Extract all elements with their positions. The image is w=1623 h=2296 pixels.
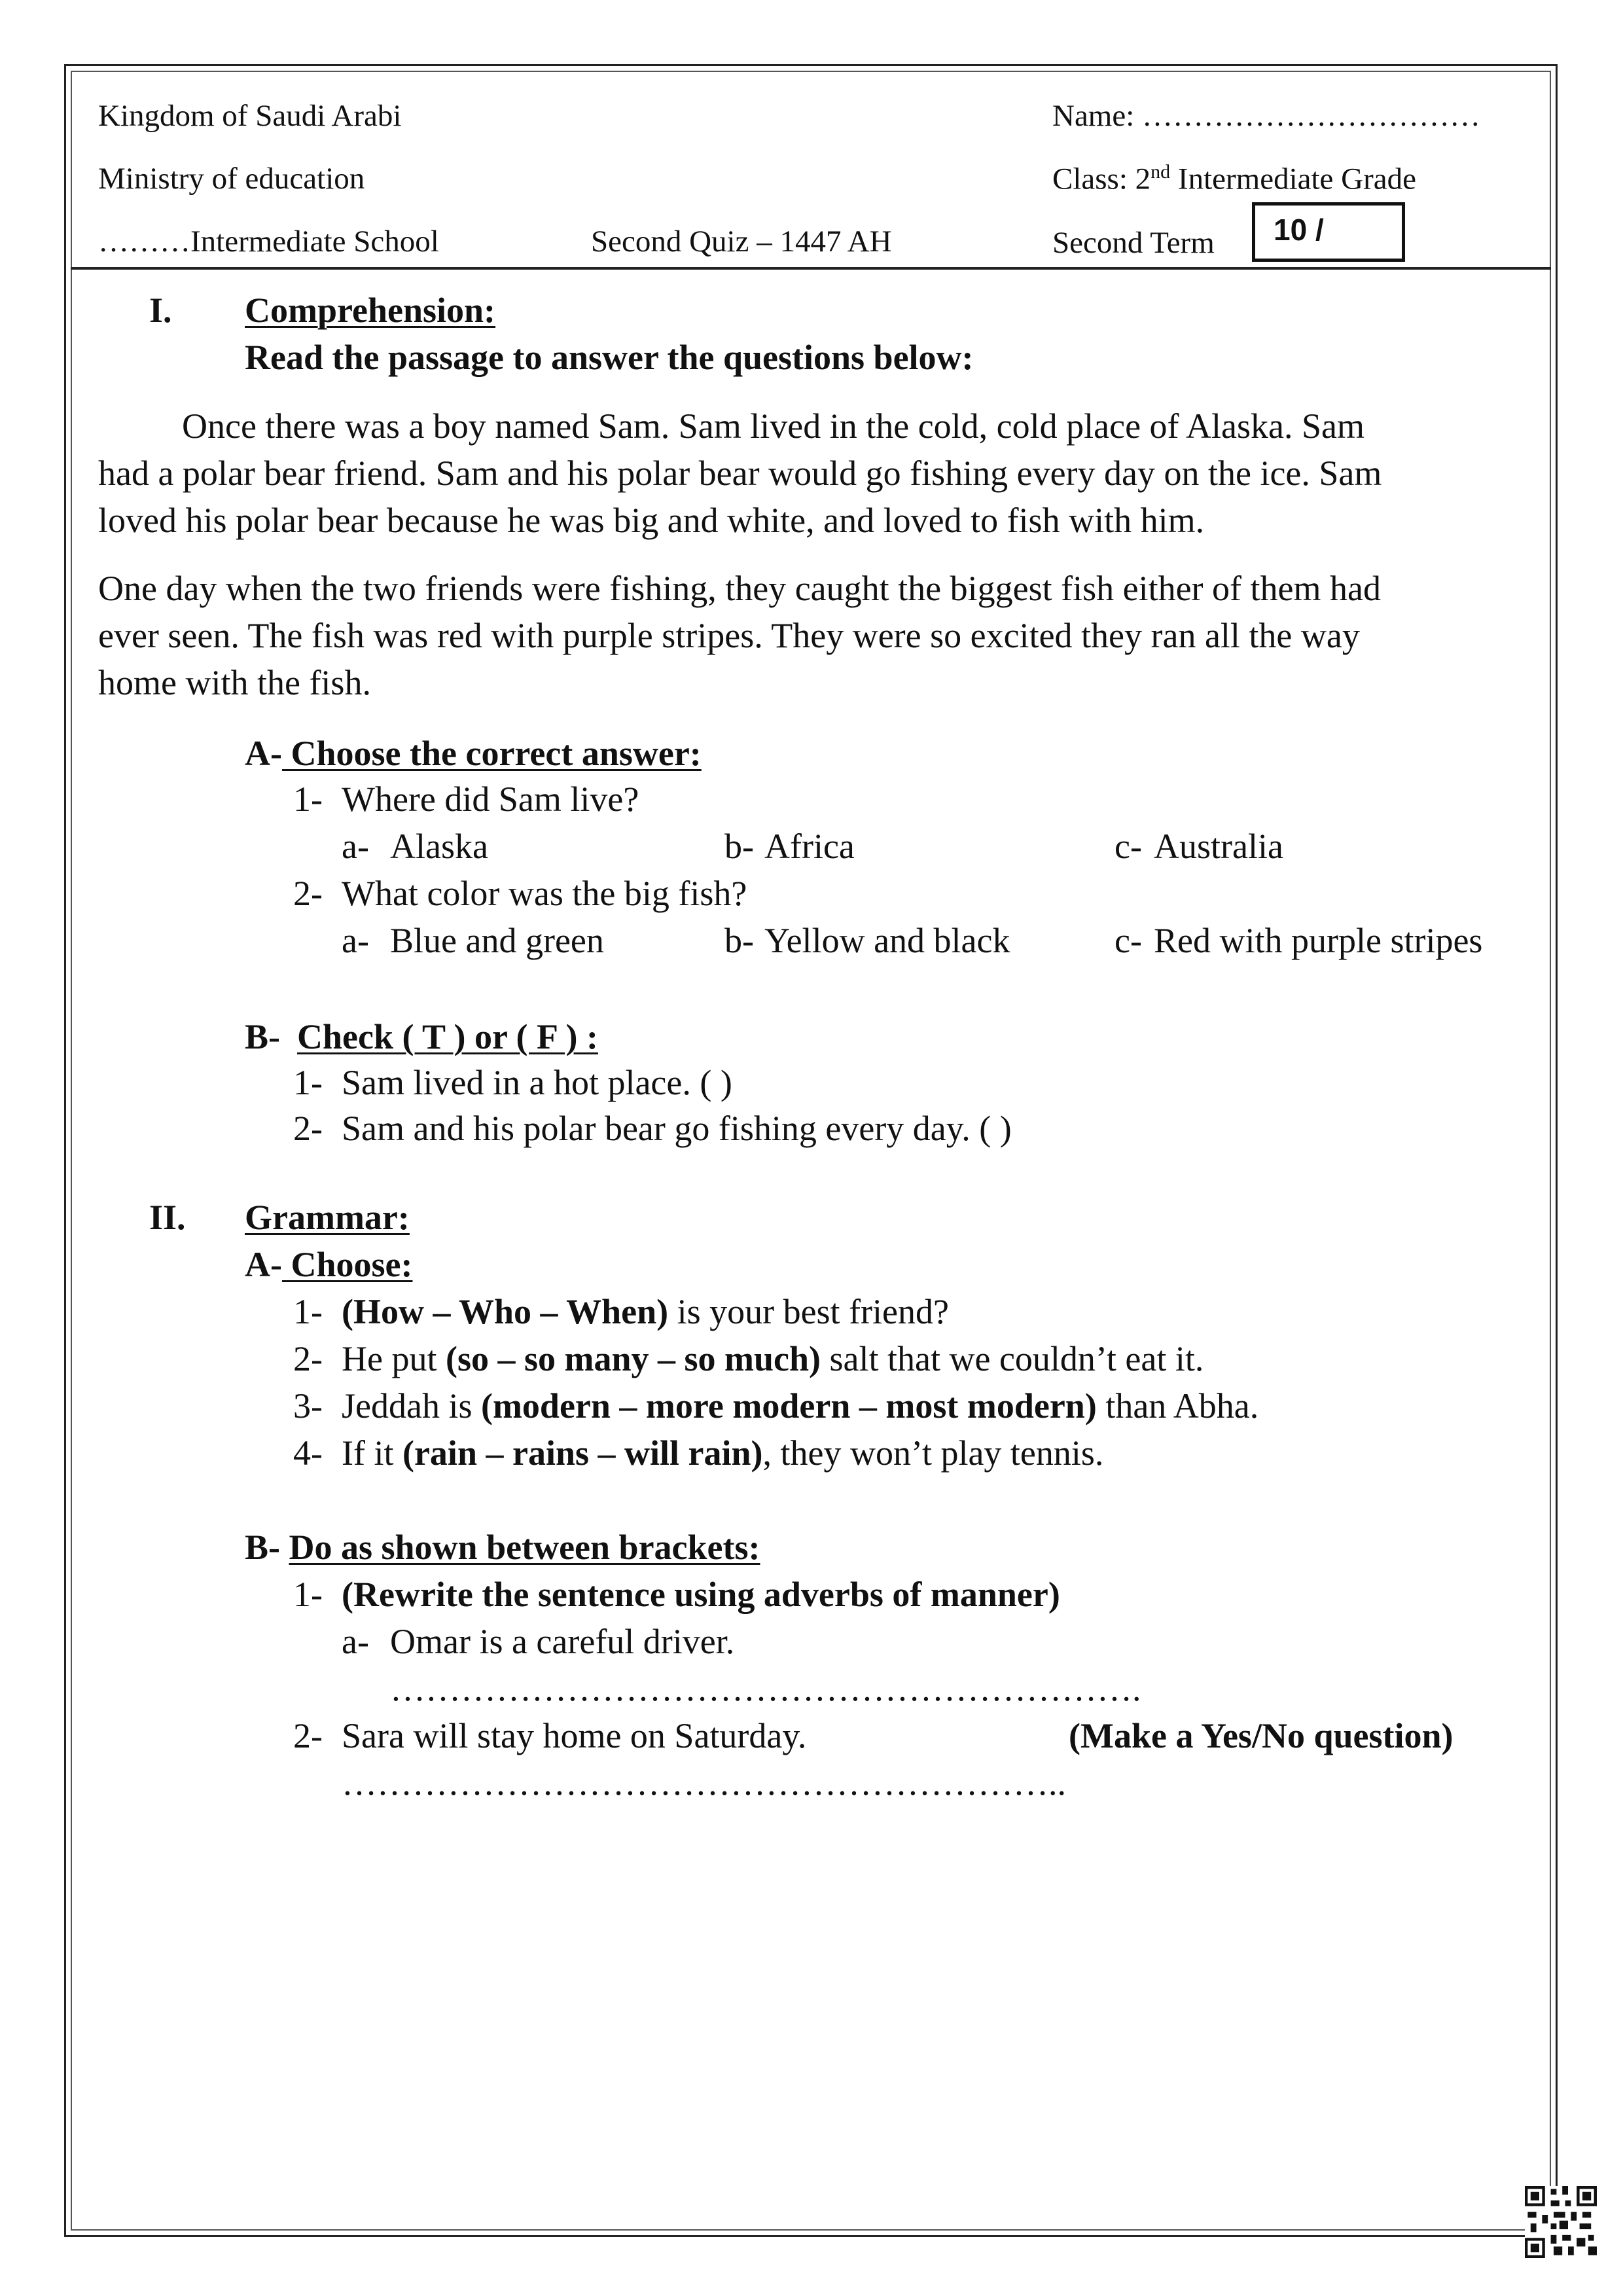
option-letter: c- — [1115, 921, 1142, 960]
header-term: Second Term — [1052, 226, 1215, 260]
option-text: Australia — [1154, 827, 1283, 866]
option-text: Blue and green — [390, 921, 604, 960]
option-letter: c- — [1115, 827, 1142, 866]
grammar-b-sub-letter: a- — [342, 1622, 369, 1661]
grammar-item-choices: (so – so many – so much) — [445, 1339, 821, 1378]
passage-line: One day when the two friends were fishing, they caught the biggest fish either of them had — [98, 569, 1381, 608]
grammar-b-sub-text: Omar is a careful driver. — [390, 1622, 735, 1661]
qr-code-icon — [1525, 2186, 1597, 2258]
section1-numeral: I. — [149, 291, 172, 330]
option-text: Africa — [764, 827, 855, 866]
grammar-item — [342, 1291, 949, 1332]
grammar-item-choices: (How – Who – When) — [342, 1292, 669, 1331]
class-superscript: nd — [1150, 161, 1171, 183]
grammar-item-post: than Abha. — [1096, 1386, 1259, 1426]
partB-title: Check ( T ) or ( F ) : — [297, 1017, 598, 1056]
grammar-item-post: is your best friend? — [668, 1292, 949, 1331]
partB-heading — [245, 1016, 598, 1057]
grammar-partA-prefix: A- — [245, 1245, 282, 1284]
option-letter: b- — [724, 921, 754, 960]
header-quiz-title: Second Quiz – 1447 AH — [591, 224, 892, 259]
passage-line: had a polar bear friend. Sam and his polar bear would go fishing every day on the ice. Sam — [98, 454, 1382, 493]
grammar-item-pre: Jeddah is — [342, 1386, 481, 1426]
class-prefix: Class: 2 — [1052, 162, 1151, 196]
grammar-item — [342, 1433, 1103, 1473]
grammar-b-instruction: (Make a Yes/No question) — [1069, 1716, 1454, 1755]
header-ministry: Ministry of education — [98, 162, 365, 196]
section2-title: Grammar: — [245, 1198, 410, 1237]
grammar-item-choices: (modern – more modern – most modern) — [480, 1386, 1097, 1426]
grammar-item-post: , they won’t play tennis. — [762, 1433, 1104, 1473]
class-suffix: Intermediate Grade — [1170, 162, 1416, 196]
check-item-text: Sam and his polar bear go fishing every day. ( ) — [342, 1109, 1012, 1148]
grammar-item-number: 1- — [293, 1292, 323, 1331]
grammar-item — [342, 1338, 1204, 1379]
grammar-item-choices: (rain – rains – will rain) — [402, 1433, 763, 1473]
grammar-item-post: salt that we couldn’t eat it. — [821, 1339, 1204, 1378]
header-divider — [71, 267, 1551, 270]
question-number: 1- — [293, 780, 323, 819]
question-number: 2- — [293, 874, 323, 913]
grammar-partB-heading — [245, 1527, 760, 1568]
section1-instruction: Read the passage to answer the questions below: — [245, 338, 974, 377]
page-border-inner — [71, 71, 1551, 2231]
grammar-item-number: 4- — [293, 1433, 323, 1473]
grammar-item-number: 2- — [293, 1339, 323, 1378]
grammar-item — [342, 1386, 1258, 1426]
passage-line: loved his polar bear because he was big and white, and loved to fish with him. — [98, 501, 1205, 540]
grammar-b-text: Sara will stay home on Saturday. — [342, 1716, 807, 1755]
passage-line: ever seen. The fish was red with purple stripes. They were so excited they ran all the way — [98, 616, 1360, 655]
section2-numeral: II. — [149, 1198, 186, 1237]
answer-line[interactable]: …………………………………………………….. — [342, 1763, 1066, 1803]
partB-prefix: B- — [245, 1017, 280, 1056]
option-letter: a- — [342, 921, 369, 960]
grammar-partA-title: Choose: — [281, 1245, 413, 1284]
check-item-text: Sam lived in a hot place. ( ) — [342, 1063, 732, 1102]
score-box — [1252, 202, 1405, 262]
header-class — [1052, 161, 1416, 197]
check-item-number: 1- — [293, 1063, 323, 1102]
question-text: What color was the big fish? — [342, 874, 747, 913]
option-text: Red with purple stripes — [1154, 921, 1483, 960]
score-label: 10 / — [1274, 213, 1324, 247]
partA-heading — [245, 733, 702, 774]
header-name-field: Name: …………………………… — [1052, 99, 1481, 133]
question-text: Where did Sam live? — [342, 780, 639, 819]
partA-prefix: A- — [245, 734, 282, 773]
grammar-b-number: 1- — [293, 1575, 323, 1614]
grammar-partA-heading — [245, 1244, 412, 1285]
grammar-partB-prefix: B- — [245, 1528, 280, 1567]
grammar-item-pre: If it — [342, 1433, 402, 1473]
option-letter: b- — [724, 827, 754, 866]
section1-title: Comprehension: — [245, 291, 496, 330]
answer-line[interactable]: ………………………………………………………. — [390, 1669, 1141, 1708]
header-school: ………Intermediate School — [98, 224, 439, 259]
check-item-number: 2- — [293, 1109, 323, 1148]
option-letter: a- — [342, 827, 369, 866]
option-text: Alaska — [390, 827, 488, 866]
grammar-partB-title: Do as shown between brackets: — [289, 1528, 760, 1567]
passage-line: Once there was a boy named Sam. Sam lived in the cold, cold place of Alaska. Sam — [182, 406, 1364, 446]
passage-line: home with the fish. — [98, 663, 371, 702]
grammar-item-number: 3- — [293, 1386, 323, 1426]
grammar-item-pre: He put — [342, 1339, 446, 1378]
grammar-b-instruction: (Rewrite the sentence using adverbs of manner) — [342, 1575, 1060, 1614]
option-text: Yellow and black — [764, 921, 1010, 960]
partA-title: Choose the correct answer: — [281, 734, 702, 773]
header-country: Kingdom of Saudi Arabi — [98, 99, 402, 133]
grammar-b-number: 2- — [293, 1716, 323, 1755]
